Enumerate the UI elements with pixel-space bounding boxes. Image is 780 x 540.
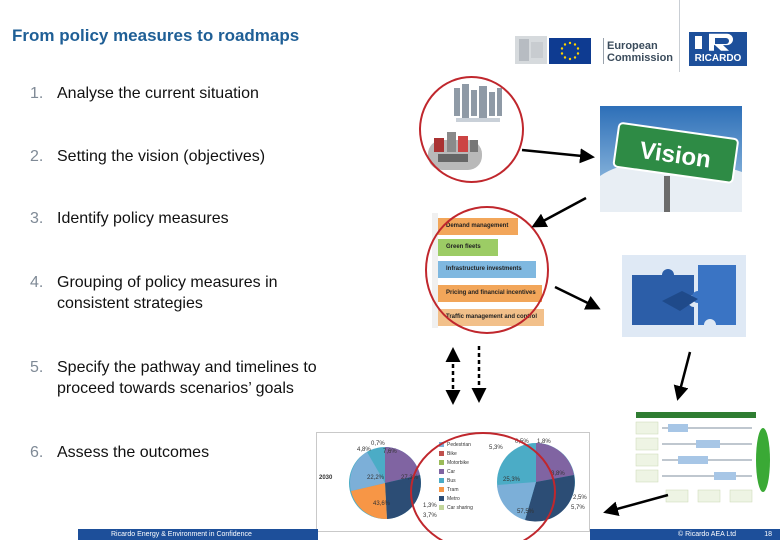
step-number: 1.: [30, 85, 44, 102]
legend-label: Pedestrian: [447, 442, 471, 448]
step-number: 4.: [30, 274, 44, 291]
left-pie-label: 3,7%: [423, 513, 437, 519]
ladder-step-5: Traffic management and control: [438, 309, 544, 326]
vision-sign-image: [600, 106, 742, 212]
year-label: 2030: [319, 475, 333, 481]
slide-title: From policy measures to roadmaps: [12, 26, 300, 45]
step-text: Identify policy measures: [57, 210, 229, 227]
step-number: 3.: [30, 210, 44, 227]
step-number: 2.: [30, 148, 44, 165]
left-pie-label: 43,6%: [373, 501, 391, 507]
arrow-measures-to-puzzle: [555, 287, 598, 308]
step-text-line-1: Specify the pathway and timelines to: [57, 359, 317, 376]
legend-label: Metro: [447, 496, 460, 502]
ladder-step-1: Demand management: [438, 218, 518, 235]
left-pie-label: 0,7%: [371, 441, 385, 447]
page-number: 18: [764, 531, 772, 538]
left-pie-label: 7,6%: [383, 449, 397, 455]
step-3: [30, 208, 229, 229]
ec-line-2: Commission: [607, 52, 674, 64]
step-number: 6.: [30, 444, 44, 461]
left-pie-label: 1,3%: [423, 503, 437, 509]
left-pie-label: 22,2%: [367, 475, 385, 481]
right-pie-label: 3,8%: [551, 471, 565, 477]
ec-wordmark: [607, 40, 673, 64]
ladder-step-4: Pricing and financial incentives: [438, 285, 542, 302]
roadmap-image: [622, 412, 772, 510]
step-text-line-2: consistent strategies: [57, 295, 203, 312]
arrow-city-to-vision: [522, 150, 592, 157]
step-2: [30, 146, 265, 167]
highlight-circle-outcomes: [410, 432, 556, 540]
ec-line-1: European: [607, 40, 658, 52]
ricardo-logo: [689, 30, 777, 68]
step-6: [30, 442, 209, 463]
step-text: Analyse the current situation: [57, 85, 259, 102]
puzzle-image: [622, 255, 746, 337]
left-pie-label: 4,8%: [357, 447, 371, 453]
step-4: [30, 272, 278, 314]
step-text: [57, 357, 317, 399]
ladder-step-2: Green fleets: [438, 239, 498, 256]
step-text-line-1: Grouping of policy measures in: [57, 274, 278, 291]
footer-confidentiality: Ricardo Energy & Environment in Confidence: [78, 529, 318, 540]
arrow-puzzle-to-roadmap: [678, 352, 690, 398]
right-pie-label: 2,5%: [573, 495, 587, 501]
legend-label: Car: [447, 469, 456, 475]
right-pie-label: 5,7%: [571, 505, 585, 511]
european-commission-logo: [515, 28, 675, 68]
right-pie-label: 57,5%: [517, 509, 535, 515]
eu-flag-icon: [515, 36, 595, 64]
step-5: [30, 357, 317, 399]
vision-sign-text: Vision: [637, 136, 713, 174]
legend-label: Bike: [447, 451, 457, 457]
right-pie-label: 5,3%: [489, 445, 503, 451]
header-separator: [679, 0, 680, 72]
step-text-line-2: proceed towards scenarios’ goals: [57, 380, 294, 397]
highlight-circle-city: [419, 76, 524, 183]
right-pie-label: 25,3%: [503, 477, 521, 483]
step-1: [30, 83, 259, 104]
right-pie-label: 0,5%: [515, 439, 529, 445]
footer: [0, 529, 780, 540]
step-text: Setting the vision (objectives): [57, 148, 266, 165]
ricardo-wordmark: RICARDO: [689, 52, 747, 66]
step-number: 5.: [30, 359, 44, 376]
step-text: [57, 272, 278, 314]
footer-right-bar: [590, 529, 780, 540]
logo-divider: [603, 38, 604, 64]
highlight-circle-measures: [425, 206, 549, 334]
footer-copyright: © Ricardo AEA Ltd: [678, 531, 737, 538]
ricardo-mark-icon: [689, 30, 747, 52]
left-pie-label: 27,3%: [401, 475, 419, 481]
right-pie-label: 1,8%: [537, 439, 551, 445]
legend-label: Bus: [447, 478, 456, 484]
legend-label: Tram: [447, 487, 459, 493]
legend-label: Car sharing: [447, 505, 473, 511]
step-text: Assess the outcomes: [57, 444, 210, 461]
legend-label: Motorbike: [447, 460, 469, 466]
ladder-step-3: Infrastructure investments: [438, 261, 536, 278]
